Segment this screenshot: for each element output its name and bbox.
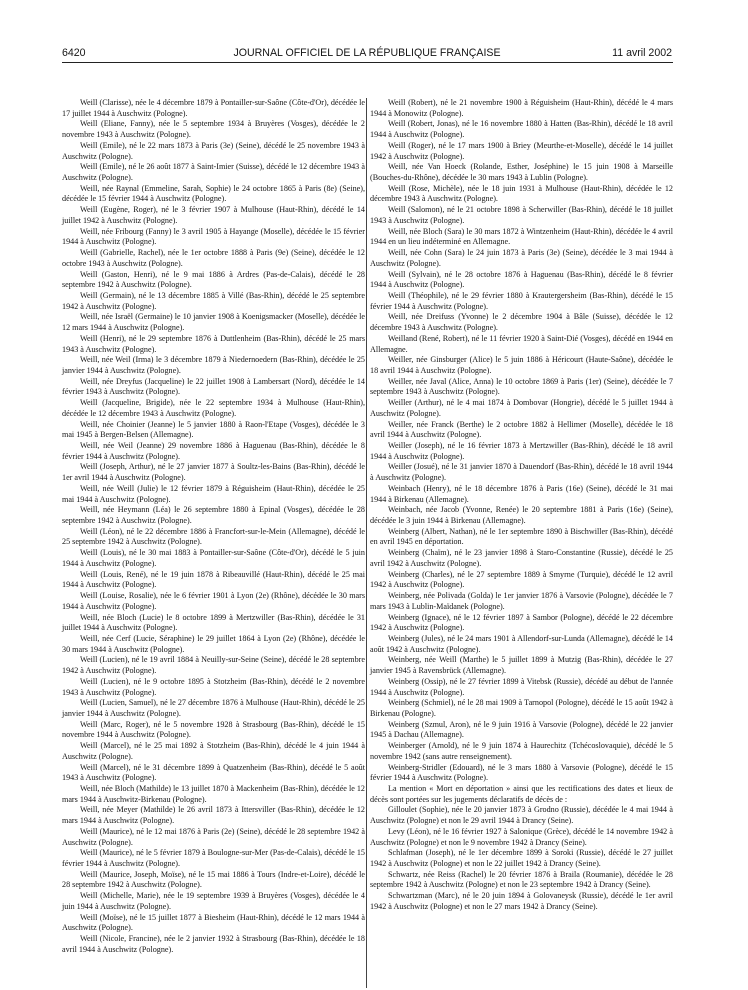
left-column: [62, 98, 365, 956]
decree-entry: Gilloulet (Sophie), née le 20 janvier 1873 à Grodno (Russie), décédée le 4 mai 1944 à Auschwitz (Pologne) et non le 29 avril 1944 à Drancy (Seine).: [370, 805, 673, 826]
decree-entry: Weill, née Bloch (Sara) le 30 mars 1872 à Wintzenheim (Haut-Rhin), décédée le 4 avril 1944 en un lieu indéterminé en Allemagne.: [370, 226, 673, 247]
decree-entry: Weill (Maurice), né le 12 mai 1876 à Paris (2e) (Seine), décédé le 28 septembre 1942 à Auschwitz (Pologne).: [62, 826, 365, 847]
decree-entry: Weill (Théophile), né le 29 février 1880 à Krautergersheim (Bas-Rhin), décédé le 15 février 1944 à Auschwitz (Pologne).: [370, 290, 673, 311]
decree-entry: Levy (Léon), né le 16 février 1927 à Salonique (Grèce), décédé le 14 novembre 1942 à Auschwitz (Pologne) et non le 9 novembre 1942 à Drancy (Seine).: [370, 826, 673, 847]
decree-entry: Weill (Moïse), né le 15 juillet 1877 à Biesheim (Haut-Rhin), décédé le 12 mars 1944 à Auschwitz (Pologne).: [62, 912, 365, 933]
decree-entry: Weill (Michelle, Marie), née le 19 septembre 1939 à Bruyères (Vosges), décédée le 4 juin 1944 à Auschwitz (Pologne).: [62, 891, 365, 911]
decree-entry: Weill, née Weil (Irma) le 3 décembre 1879 à Niedernoedern (Bas-Rhin), décédée le 25 janvier 1944 à Auschwitz (Pologne).: [62, 355, 365, 375]
decree-entry: Schlafman (Joseph), né le 1er décembre 1899 à Soroki (Russie), décédé le 27 juillet 1942 à Auschwitz (Pologne) et non le 22 juillet 1942 à Drancy (Seine).: [370, 848, 673, 869]
decree-entry: La mention « Mort en déportation » ainsi que les rectifications des dates et lieux de décès sont portées sur les jugements déclaratifs de décès de :: [370, 784, 673, 804]
decree-entry: Weill, née Bloch (Mathilde) le 13 juillet 1870 à Mackenheim (Bas-Rhin), décédée le 12 mars 1944 à Auschwitz-Birkenau (Pologne).: [62, 784, 365, 804]
decree-entry: Weill (Joseph, Arthur), né le 27 janvier 1877 à Soultz-les-Bains (Bas-Rhin), décédé le 1er avril 1944 à Auschwitz (Pologne).: [62, 462, 365, 483]
decree-entry: Weill, née Cerf (Lucie, Séraphine) le 29 juillet 1864 à Lyon (2e) (Rhône), décédée le 30 mars 1944 à Auschwitz (Pologne).: [62, 633, 365, 654]
decree-entry: Weill (Gaston, Henri), né le 9 mai 1886 à Ardres (Pas-de-Calais), décédé le 28 septembre 1942 à Auschwitz (Pologne).: [62, 269, 365, 290]
decree-entry: Schwartzman (Marc), né le 20 juin 1894 à Golovaneysk (Russie), décédé le 1er avril 1942 à Auschwitz (Pologne) et non le 27 mars 1942 à Drancy (Seine).: [370, 891, 673, 911]
decree-entry: Weill (Gabrielle, Rachel), née le 1er octobre 1888 à Paris (9e) (Seine), décédée le 12 octobre 1943 à Auschwitz (Pologne).: [62, 248, 365, 268]
decree-entry: Schwartz, née Reiss (Rachel) le 20 février 1876 à Braila (Roumanie), décédée le 28 septembre 1942 à Auschwitz (Pologne) et non le 23 septembre 1942 à Drancy (Seine).: [370, 869, 673, 890]
decree-entry: Weill (Germain), né le 13 décembre 1885 à Villé (Bas-Rhin), décédé le 25 septembre 1942 à Auschwitz (Pologne).: [62, 290, 365, 311]
decree-entry: Weinberger (Arnold), né le 9 juin 1874 à Haurechitz (Tchécoslovaquie), décédé le 5 novembre 1942 (sans autre renseignement).: [370, 741, 673, 761]
decree-entry: Weill (Nicole, Francine), née le 2 janvier 1932 à Strasbourg (Bas-Rhin), décédée le 18 avril 1944 à Auschwitz (Pologne).: [62, 934, 365, 954]
decree-entry: Weill (Emile), né le 22 mars 1873 à Paris (3e) (Seine), décédé le 25 novembre 1943 à Auschwitz (Pologne).: [62, 140, 365, 161]
decree-entry: Weill (Eliane, Fanny), née le 5 septembre 1934 à Bruyères (Vosges), décédée le 2 novembre 1943 à Auschwitz (Pologne).: [62, 119, 365, 140]
page-header: [62, 46, 672, 60]
decree-entry: Weill (Maurice, Joseph, Moïse), né le 15 mai 1886 à Tours (Indre-et-Loire), décédé le 28 septembre 1942 à Auschwitz (Pologne).: [62, 869, 365, 890]
decree-entry: Weinberg-Stridler (Edouard), né le 3 mars 1880 à Varsovie (Pologne), décédé le 15 février 1944 à Auschwitz (Pologne).: [370, 762, 673, 783]
decree-entry: Weill, née Fribourg (Fanny) le 3 avril 1905 à Hayange (Moselle), décédée le 15 février 1944 à Auschwitz (Pologne).: [62, 226, 365, 247]
decree-entry: Weinberg, née Weill (Marthe) le 5 juillet 1899 à Mutzig (Bas-Rhin), décédée le 27 janvier 1945 à Ravensbrück (Allemagne).: [370, 655, 673, 676]
journal-title: JOURNAL OFFICIEL DE LA RÉPUBLIQUE FRANÇAISE: [233, 47, 501, 59]
decree-entry: Weill (Léon), né le 22 décembre 1886 à Francfort-sur-le-Mein (Allemagne), décédé le 25 septembre 1942 à Auschwitz (Pologne).: [62, 526, 365, 547]
decree-entry: Weill, née Dreyfus (Jacqueline) le 22 juillet 1908 à Lambersart (Nord), décédée le 14 février 1943 à Auschwitz (Pologne).: [62, 376, 365, 397]
decree-entry: Weill (Lucien, Samuel), né le 27 décembre 1876 à Mulhouse (Haut-Rhin), décédé le 25 janvier 1944 à Auschwitz (Pologne).: [62, 698, 365, 718]
decree-entry: Weill, née Raynal (Emmeline, Sarah, Sophie) le 24 octobre 1865 à Paris (8e) (Seine), décédée le 15 février 1944 à Auschwitz (Pologne).: [62, 183, 365, 204]
decree-entry: Weiller (Josué), né le 31 janvier 1870 à Dauendorf (Bas-Rhin), décédé le 18 avril 1944 à Auschwitz (Pologne).: [370, 462, 673, 483]
decree-entry: Weinberg (Ossip), né le 27 février 1899 à Vitebsk (Russie), décédé au début de l'année 1944 à Auschwitz (Pologne).: [370, 676, 673, 697]
decree-entry: Weill (Jacqueline, Brigide), née le 22 septembre 1934 à Mulhouse (Haut-Rhin), décédée le 12 décembre 1943 à Auschwitz (Pologne).: [62, 398, 365, 418]
issue-date: 11 avril 2002: [612, 47, 672, 59]
page-number: 6420: [62, 47, 86, 59]
decree-entry: Weill, née Choinier (Jeanne) le 5 janvier 1880 à Raon-l'Etape (Vosges), décédée le 3 mai 1945 à Bergen-Belsen (Allemagne).: [62, 419, 365, 440]
decree-entry: Weill (Sylvain), né le 28 octobre 1876 à Haguenau (Bas-Rhin), décédé le 8 février 1944 à Auschwitz (Pologne).: [370, 269, 673, 290]
decree-entry: Weill (Maurice), né le 5 février 1879 à Boulogne-sur-Mer (Pas-de-Calais), décédé le 15 février 1944 à Auschwitz (Pologne).: [62, 848, 365, 869]
decree-entry: Weill, née Israël (Germaine) le 10 janvier 1908 à Koenigsmacker (Moselle), décédée le 12 mars 1944 à Auschwitz (Pologne).: [62, 312, 365, 333]
right-column: [370, 98, 673, 913]
decree-entry: Weill (Roger), né le 17 mars 1900 à Briey (Meurthe-et-Moselle), décédé le 14 juillet 1942 à Auschwitz (Pologne).: [370, 140, 673, 161]
decree-entry: Weinberg, née Polivada (Golda) le 1er janvier 1876 à Varsovie (Pologne), décédée le 7 mars 1943 à Lublin-Maïdanek (Pologne).: [370, 591, 673, 611]
decree-entry: Weinberg (Albert, Nathan), né le 1er septembre 1890 à Bischwiller (Bas-Rhin), décédé en avril 1945 en déportation.: [370, 526, 673, 547]
decree-entry: Weiller, née Franck (Berthe) le 2 octobre 1882 à Hellimer (Moselle), décédée le 18 avril 1944 à Auschwitz (Pologne).: [370, 419, 673, 440]
decree-entry: Weill, née Heymann (Léa) le 26 septembre 1880 à Epinal (Vosges), décédée le 28 septembre 1942 à Auschwitz (Pologne).: [62, 505, 365, 526]
decree-entry: Weill (Lucien), né le 19 avril 1884 à Neuilly-sur-Seine (Seine), décédé le 28 septembre 1942 à Auschwitz (Pologne).: [62, 655, 365, 676]
decree-entry: Weill (Emile), né le 26 août 1877 à Saint-Imier (Suisse), décédé le 12 décembre 1943 à Auschwitz (Pologne).: [62, 162, 365, 183]
decree-entry: Weiller, née Javal (Alice, Anna) le 10 octobre 1869 à Paris (1er) (Seine), décédée le 7 septembre 1943 à Auschwitz (Pologne).: [370, 376, 673, 397]
decree-entry: Weill (Louis), né le 30 mai 1883 à Pontailler-sur-Saône (Côte-d'Or), décédé le 5 juin 1944 à Auschwitz (Pologne).: [62, 548, 365, 568]
decree-entry: Weill (Eugène, Roger), né le 3 février 1907 à Mulhouse (Haut-Rhin), décédé le 14 juillet 1942 à Auschwitz (Pologne).: [62, 205, 365, 225]
decree-entry: Weilland (René, Robert), né le 11 février 1920 à Saint-Dié (Vosges), décédé en 1944 en Allemagne.: [370, 333, 673, 354]
decree-entry: Weinberg (Charles), né le 27 septembre 1889 à Smyrne (Turquie), décédé le 12 avril 1942 à Auschwitz (Pologne).: [370, 569, 673, 590]
decree-entry: Weinbach (Henry), né le 18 décembre 1876 à Paris (16e) (Seine), décédé le 31 mai 1944 à Birkenau (Allemagne).: [370, 483, 673, 504]
decree-entry: Weill, née Weill (Julie) le 12 février 1879 à Réguisheim (Haut-Rhin), décédée le 25 mai 1944 à Auschwitz (Pologne).: [62, 483, 365, 504]
header-rule: [62, 62, 673, 63]
decree-entry: Weill, née Meyer (Mathilde) le 26 avril 1873 à Ittersviller (Bas-Rhin), décédée le 12 mars 1944 à Auschwitz (Pologne).: [62, 805, 365, 826]
decree-entry: Weinberg (Jules), né le 24 mars 1901 à Allendorf-sur-Lunda (Allemagne), décédé le 14 août 1942 à Auschwitz (Pologne).: [370, 633, 673, 654]
decree-entry: Weill (Henri), né le 29 septembre 1876 à Duttlenheim (Bas-Rhin), décédé le 25 mars 1943 à Auschwitz (Pologne).: [62, 333, 365, 354]
decree-entry: Weill (Robert), né le 21 novembre 1900 à Réguisheim (Haut-Rhin), décédé le 4 mars 1944 à Monowitz (Pologne).: [370, 98, 673, 118]
decree-entry: Weinberg (Chaïm), né le 23 janvier 1898 à Staro-Constantine (Russie), décédé le 25 avril 1942 à Auschwitz (Pologne).: [370, 548, 673, 568]
decree-entry: Weill (Clarisse), née le 4 décembre 1879 à Pontailler-sur-Saône (Côte-d'Or), décédée le 17 juillet 1944 à Auschwitz (Pologne).: [62, 98, 365, 118]
decree-entry: Weinbach, née Jacob (Yvonne, Renée) le 20 septembre 1881 à Paris (16e) (Seine), décédée le 3 juin 1944 à Birkenau (Allemagne).: [370, 505, 673, 526]
decree-entry: Weiller, née Ginsburger (Alice) le 5 juin 1886 à Héricourt (Haute-Saône), décédée le 18 avril 1944 à Auschwitz (Pologne).: [370, 355, 673, 375]
decree-entry: Weill, née Cohn (Sara) le 24 juin 1873 à Paris (3e) (Seine), décédée le 3 mai 1944 à Auschwitz (Pologne).: [370, 248, 673, 268]
decree-entry: Weill (Lucien), né le 9 octobre 1895 à Stotzheim (Bas-Rhin), décédé le 2 novembre 1943 à Auschwitz (Pologne).: [62, 676, 365, 697]
decree-entry: Weill (Robert, Jonas), né le 16 novembre 1880 à Hatten (Bas-Rhin), décédé le 18 avril 1944 à Auschwitz (Pologne).: [370, 119, 673, 140]
decree-entry: Weinberg (Schmiel), né le 28 mai 1909 à Tarnopol (Pologne), décédé le 15 août 1942 à Birkenau (Pologne).: [370, 698, 673, 718]
decree-entry: Weiller (Arthur), né le 4 mai 1874 à Dombovar (Hongrie), décédé le 5 juillet 1944 à Auschwitz (Pologne).: [370, 398, 673, 418]
decree-entry: Weill (Louise, Rosalie), née le 6 février 1901 à Lyon (2e) (Rhône), décédée le 30 mars 1944 à Auschwitz (Pologne).: [62, 591, 365, 611]
decree-entry: Weill, née Weil (Jeanne) 29 novembre 1886 à Haguenau (Bas-Rhin), décédée le 8 février 1944 à Auschwitz (Pologne).: [62, 441, 365, 461]
decree-entry: Weill, née Dreifuss (Yvonne) le 2 décembre 1904 à Bâle (Suisse), décédée le 12 décembre 1943 à Auschwitz (Pologne).: [370, 312, 673, 333]
decree-entry: Weill (Marcel), né le 31 décembre 1899 à Quatzenheim (Bas-Rhin), décédé le 5 août 1943 à Auschwitz (Pologne).: [62, 762, 365, 783]
decree-entry: Weill (Marc, Roger), né le 5 novembre 1928 à Strasbourg (Bas-Rhin), décédé le 15 novembre 1944 à Auschwitz (Pologne).: [62, 719, 365, 740]
decree-entry: Weiller (Joseph), né le 16 février 1873 à Mertzwiller (Bas-Rhin), décédé le 18 avril 1944 à Auschwitz (Pologne).: [370, 441, 673, 461]
column-divider: [366, 98, 367, 988]
decree-entry: Weinberg (Szmul, Aron), né le 9 juin 1916 à Varsovie (Pologne), décédé le 22 janvier 1945 à Dachau (Allemagne).: [370, 719, 673, 740]
decree-entry: Weill (Rose, Michèle), née le 18 juin 1931 à Mulhouse (Haut-Rhin), décédée le 12 décembre 1943 à Auschwitz (Pologne).: [370, 183, 673, 204]
decree-entry: Weill, née Van Hoeck (Rolande, Esther, Joséphine) le 15 juin 1908 à Marseille (Bouches-du-Rhône), décédée le 30 mars 1943 à Lublin (Pologne).: [370, 162, 673, 183]
decree-entry: Weill (Marcel), né le 25 mai 1892 à Stotzheim (Bas-Rhin), décédé le 4 juin 1944 à Auschwitz (Pologne).: [62, 741, 365, 761]
decree-entry: Weill (Louis, René), né le 19 juin 1878 à Ribeauvillé (Haut-Rhin), décédé le 25 mai 1944 à Auschwitz (Pologne).: [62, 569, 365, 590]
decree-entry: Weinberg (Ignace), né le 12 février 1897 à Sambor (Pologne), décédé le 22 décembre 1942 à Auschwitz (Pologne).: [370, 612, 673, 633]
decree-entry: Weill, née Bloch (Lucie) le 8 octobre 1899 à Mertzwiller (Bas-Rhin), décédée le 31 juillet 1944 à Auschwitz (Pologne).: [62, 612, 365, 633]
decree-entry: Weill (Salomon), né le 21 octobre 1898 à Scherwiller (Bas-Rhin), décédé le 18 juillet 1943 à Auschwitz (Pologne).: [370, 205, 673, 225]
